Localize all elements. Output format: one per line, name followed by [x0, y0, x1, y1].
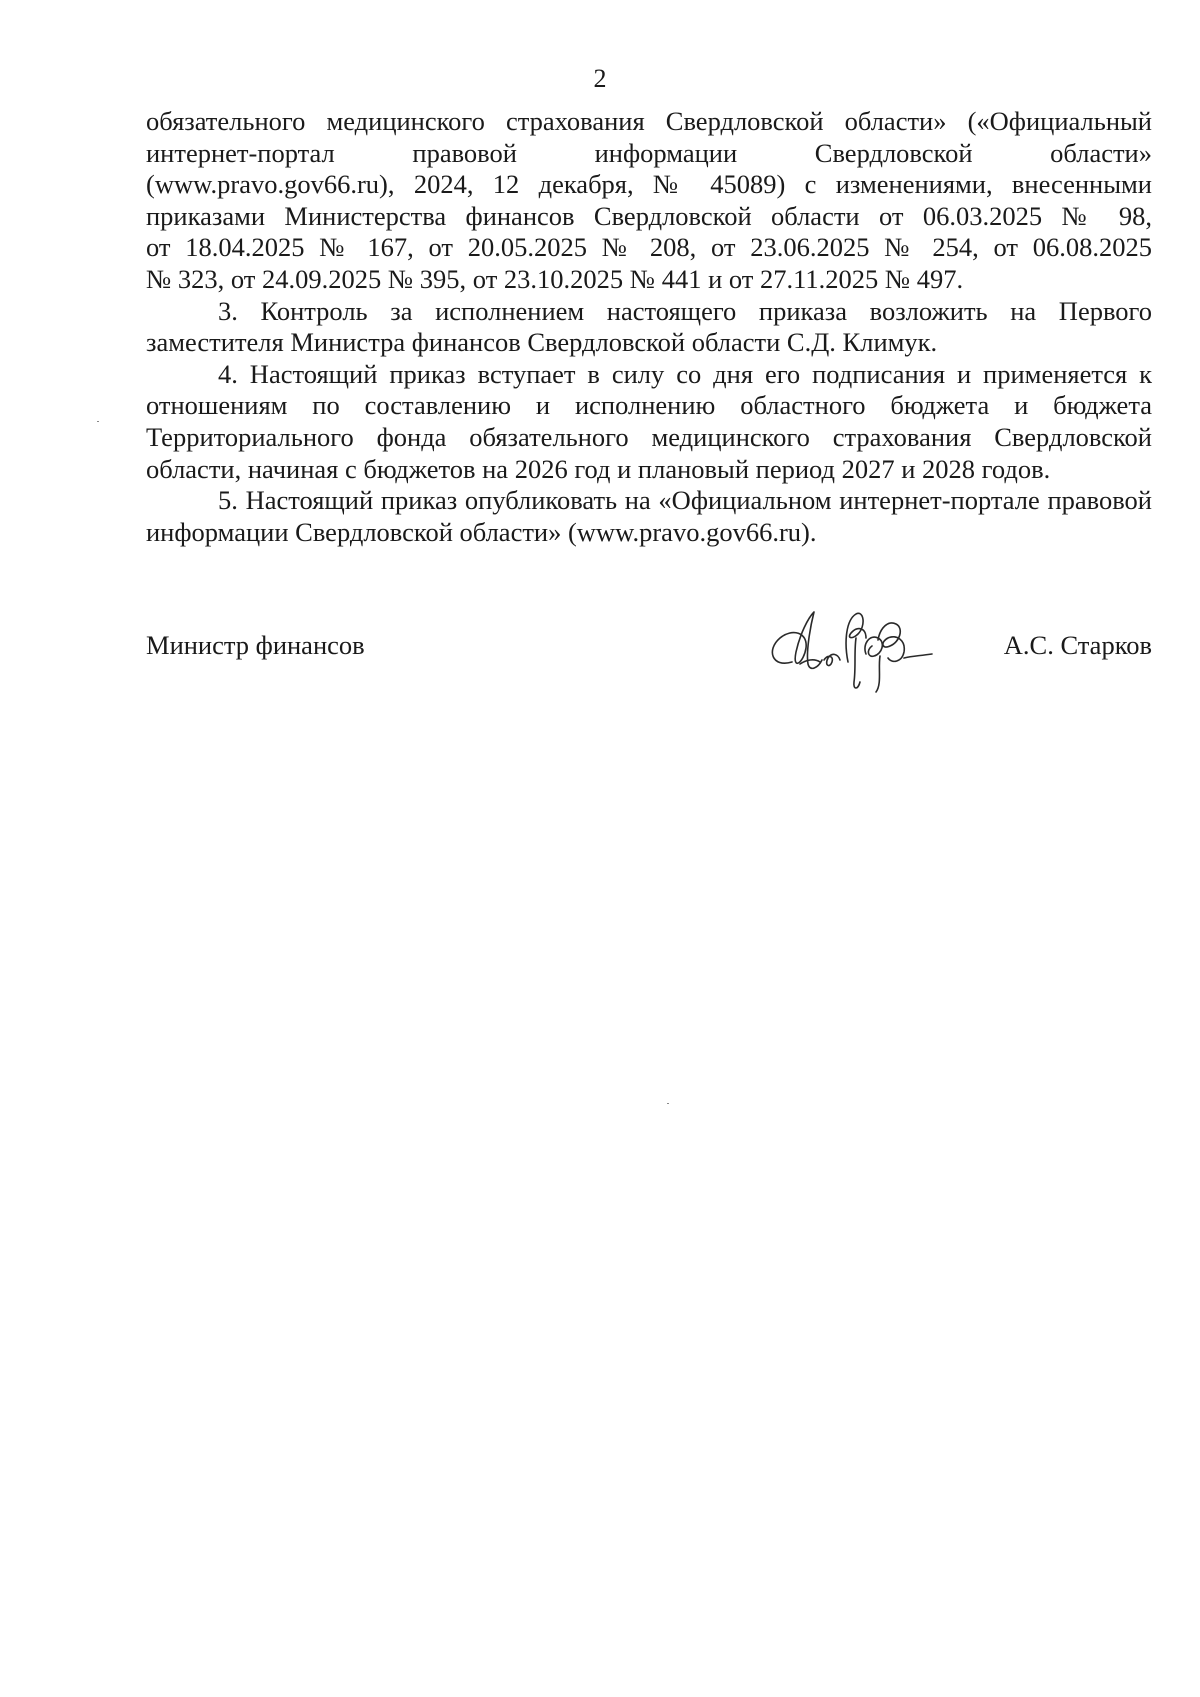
handwritten-signature	[762, 598, 952, 702]
item-5-paragraph: 5. Настоящий приказ опубликовать на «Официальном интернет-портале правовой информации Свердловской области» (www.pravo.gov66.ru).	[146, 485, 1152, 547]
document-body	[146, 106, 1152, 548]
scan-speck	[667, 1103, 669, 1104]
continuation-line: приказами Министерства финансов Свердловской области от 06.03.2025 № 98,	[146, 200, 1152, 231]
item-4-paragraph: 4. Настоящий приказ вступает в силу со дня его подписания и применяется к отношениям по составлению и исполнению областного бюджета и бюджета Территориального фонда обязательного медицинского страхования Свердловской области, начиная с бюджетов на 2026 год и плановый период 2027 и 2028 годов.	[146, 358, 1152, 484]
scan-speck	[97, 421, 99, 422]
signatory-position: Министр финансов	[146, 630, 365, 660]
continuation-line: от 18.04.2025 № 167, от 20.05.2025 № 208, от 23.06.2025 № 254, от 06.08.2025	[146, 232, 1152, 263]
continuation-line: (www.pravo.gov66.ru), 2024, 12 декабря, № 45089) с изменениями, внесенными	[146, 169, 1152, 200]
signatory-name: А.С. Старков	[1003, 630, 1152, 660]
signature-block	[146, 630, 1152, 710]
item-3-paragraph: 3. Контроль за исполнением настоящего приказа возложить на Первого заместителя Министра финансов Свердловской области С.Д. Климук.	[146, 295, 1152, 358]
continuation-line: интернет-портал правовой информации Свердловской области»	[146, 137, 1152, 168]
continuation-line: обязательного медицинского страхования Свердловской области» («Официальный	[146, 106, 1152, 136]
continuation-paragraph	[146, 106, 1152, 296]
continuation-line: № 323, от 24.09.2025 № 395, от 23.10.2025 № 441 и от 27.11.2025 № 497.	[146, 263, 964, 294]
page-number: 2	[593, 64, 607, 93]
